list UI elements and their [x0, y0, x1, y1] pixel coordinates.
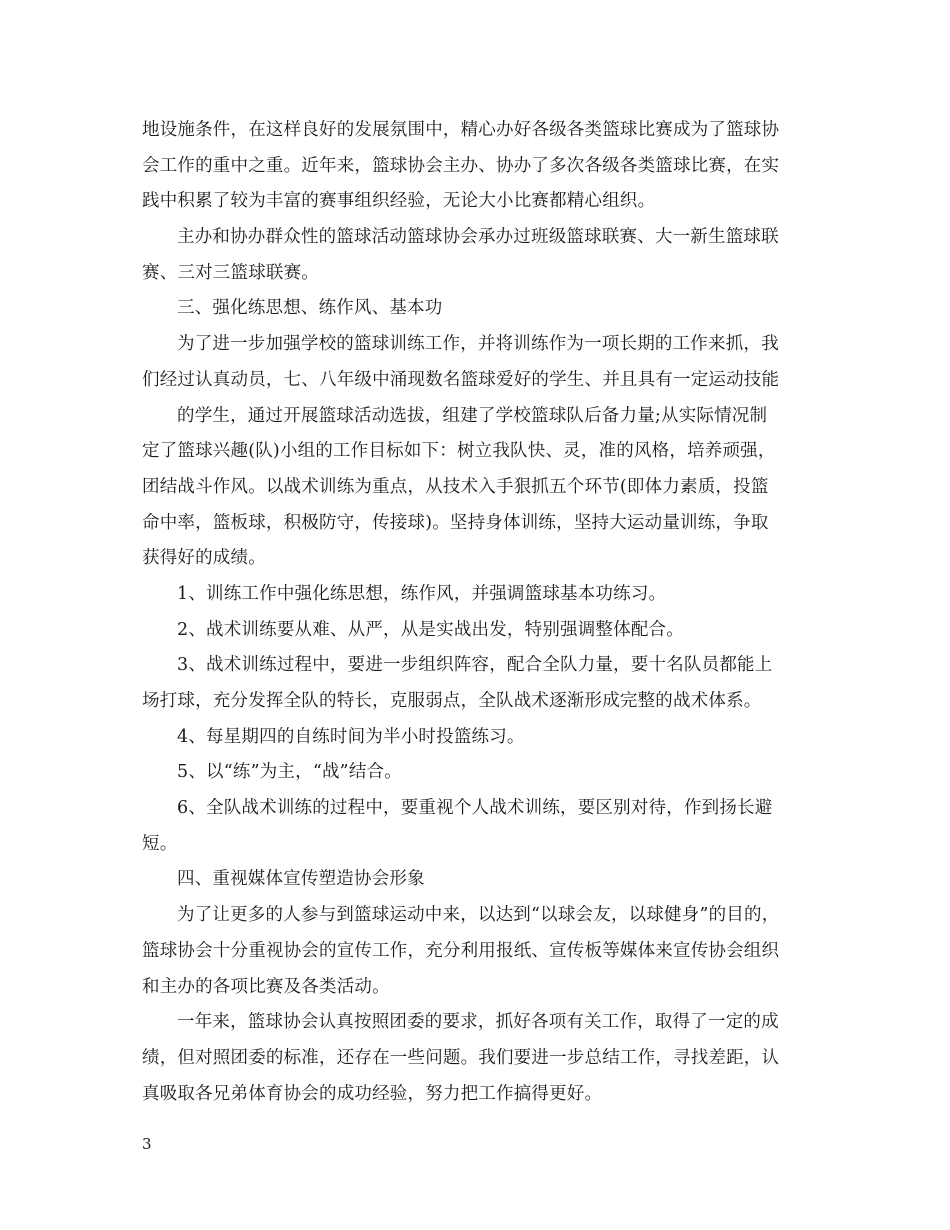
list-item: 2、战术训练要从难、从严，从是实战出发，特别强调整体配合。	[177, 619, 684, 640]
text-line: 命中率，篮板球，积极防守，传接球)。坚持身体训练，坚持大运动量训练，争取	[142, 512, 769, 533]
text-line: 会工作的重中之重。近年来，篮球协会主办、协办了多次各级各类篮球比赛，在实	[142, 155, 780, 176]
text-line: 为了进一步加强学校的篮球训练工作，并将训练作为一项长期的工作来抓，我	[177, 334, 779, 355]
text-line: 一年来，篮球协会认真按照团委的要求，抓好各项有关工作，取得了一定的成	[177, 1012, 779, 1033]
text-line: 真吸取各兄弟体育协会的成功经验，努力把工作搞得更好。	[142, 1083, 603, 1104]
list-item: 6、全队战术训练的过程中，要重视个人战术训练，要区别对待，作到扬长避	[177, 798, 773, 819]
section-heading: 四、重视媒体宣传塑造协会形象	[177, 869, 425, 890]
list-item: 5、以“练”为主，“战”结合。	[177, 762, 402, 783]
list-item: 1、训练工作中强化练思想，练作风，并强调篮球基本功练习。	[177, 583, 667, 604]
text-line: 绩，但对照团委的标准，还存在一些问题。我们要进一步总结工作，寻找差距，认	[142, 1047, 780, 1068]
text-line: 短。	[142, 833, 178, 854]
text-line: 赛、三对三篮球联赛。	[142, 262, 319, 283]
text-line: 场打球，充分发挥全队的特长，克服弱点，全队战术逐渐形成完整的战术体系。	[142, 691, 762, 711]
text-line: 的学生，通过开展篮球活动选拔，组建了学校篮球队后备力量;从实际情况制	[177, 405, 768, 426]
text-line: 为了让更多的人参与到篮球运动中来，以达到“以球会友，以球健身”的目的，	[177, 905, 780, 926]
text-line: 获得好的成绩。	[142, 548, 266, 569]
list-item: 3、战术训练过程中，要进一步组织阵容，配合全队力量，要十名队员都能上	[177, 655, 773, 676]
page-number: 3	[142, 1135, 152, 1153]
text-line: 主办和协办群众性的篮球活动篮球协会承办过班级篮球联赛、大一新生篮球联	[177, 227, 779, 248]
text-line: 践中积累了较为丰富的赛事组织经验，无论大小比赛都精心组织。	[142, 191, 656, 212]
text-line: 们经过认真动员，七、八年级中涌现数名篮球爱好的学生、并且具有一定运动技能	[142, 369, 780, 390]
list-item: 4、每星期四的自练时间为半小时投篮练习。	[177, 726, 525, 747]
text-line: 团结战斗作风。以战术训练为重点，从技术入手狠抓五个环节(即体力素质，投篮	[142, 476, 769, 497]
text-line: 篮球协会十分重视协会的宣传工作，充分利用报纸、宣传板等媒体来宣传协会组织	[142, 940, 780, 961]
text-line: 定了篮球兴趣(队)小组的工作目标如下：树立我队快、灵，准的风格，培养顽强，	[142, 441, 776, 462]
document-body	[142, 113, 814, 1112]
text-line: 和主办的各项比赛及各类活动。	[142, 976, 390, 997]
text-line: 地设施条件，在这样良好的发展氛围中，精心办好各级各类篮球比赛成为了篮球协	[142, 120, 780, 140]
section-heading: 三、强化练思想、练作风、基本功	[177, 298, 443, 319]
